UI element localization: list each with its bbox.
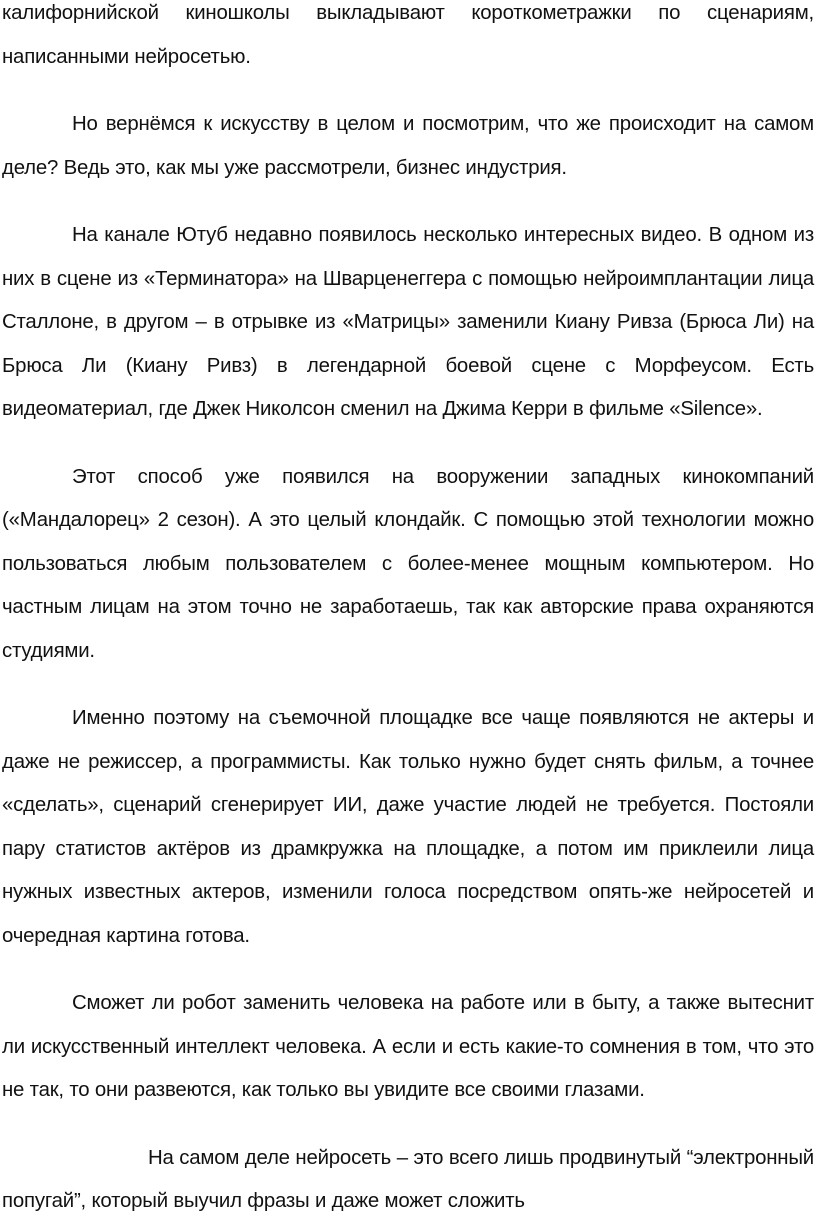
paragraph-1: калифорнийской киношколы выкладывают короткометражки по сценариям, написанными нейросетью. xyxy=(2,2,814,68)
paragraph-5: Именно поэтому на съемочной площадке все чаще появляются не актеры и даже не режиссер, а программисты. Как только нужно будет снять фильм, а точнее «сделать», сценарий сгенерирует ИИ, даже участие людей не требуется. Постояли пару статистов актёров из драмкружка на площадке, а потом им приклеили лица нужных известных актеров, изменили голоса посредством опять-же нейросетей и очередная картина готова. xyxy=(2,707,814,947)
paragraph-gap xyxy=(2,432,814,456)
paragraph-gap xyxy=(2,79,814,103)
paragraph-4: Этот способ уже появился на вооружении западных кинокомпаний («Мандалорец» 2 сезон). А это целый клондайк. С помощью этой технологии можно пользоваться любым пользователем с более-менее мощным компьютером. Но частным лицам на этом точно не заработаешь, так как авторские права охраняются студиями. xyxy=(2,465,814,662)
paragraph-7: На самом деле нейросеть – это всего лишь продвинутый “электронный попугай”, который выучил фразы и даже может сложить xyxy=(2,1146,814,1212)
document-page xyxy=(2,0,814,1224)
paragraph-2: Но вернёмся к искусству в целом и посмотрим, что же происходит на самом деле? Ведь это, как мы уже рассмотрели, бизнес индустрия. xyxy=(2,113,814,179)
paragraph-gap xyxy=(2,958,814,982)
paragraph-gap xyxy=(2,1113,814,1137)
paragraph-6: Сможет ли робот заменить человека на работе или в быту, а также вытеснит ли искусственный интеллект человека. А если и есть какие-то сомнения в том, что это не так, то они развеются, как только вы увидите все своими глазами. xyxy=(2,992,814,1101)
paragraph-gap xyxy=(2,673,814,697)
paragraph-gap xyxy=(2,190,814,214)
paragraph-3: На канале Ютуб недавно появилось несколько интересных видео. В одном из них в сцене из «Терминатора» на Шварценеггера с помощью нейроимплантации лица Сталлоне, в другом – в отрывке из «Матрицы» заменили Киану Ривза (Брюса Ли) на Брюса Ли (Киану Ривз) в легендарной боевой сцене с Морфеусом. Есть видеоматериал, где Джек Николсон сменил на Джима Керри в фильме «Silence». xyxy=(2,224,814,420)
